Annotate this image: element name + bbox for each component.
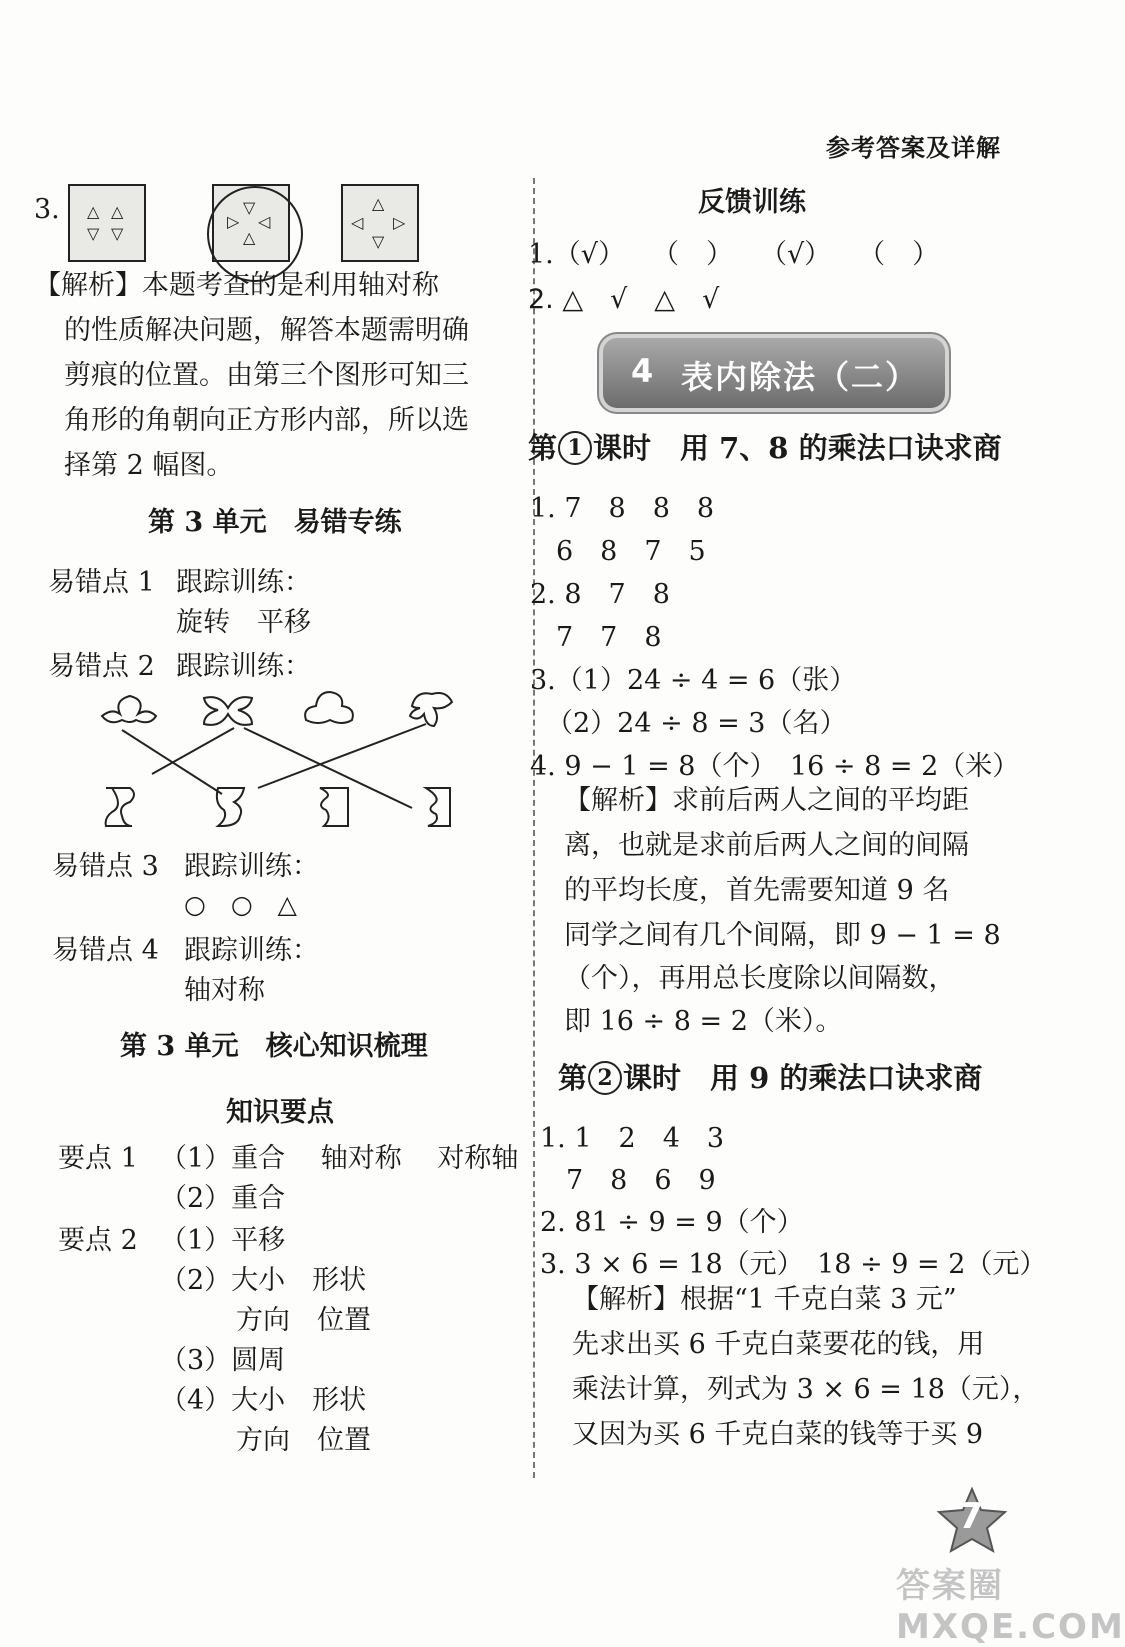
unit-4-banner (603, 338, 945, 408)
l2-analysis-line-2: 先求出买 6 千克白菜要花的钱，用 (572, 1329, 985, 1360)
point-2-label: 要点 2 (58, 1225, 138, 1256)
point-2-line-6: 方向 位置 (236, 1425, 371, 1456)
l2-q3: 3. 3 × 6 = 18（元） 18 ÷ 9 = 2（元） (540, 1249, 1047, 1280)
l1-analysis-line-3: 的平均长度，首先需要知道 9 名 (564, 875, 950, 906)
l1-q3-line-2: （2）24 ÷ 8 = 3（名） (546, 708, 847, 739)
triangle-down-icon: ▽ (87, 224, 100, 243)
section-title-unit3-errors: 第 3 单元 易错专练 (148, 507, 402, 538)
l2-q2: 2. 81 ÷ 9 = 9（个） (540, 1207, 804, 1238)
key-points-title: 知识要点 (226, 1097, 334, 1128)
s-shape-icon-3 (320, 788, 348, 826)
l2-analysis-line-4: 又因为买 6 千克白菜的钱等于买 9 (572, 1419, 984, 1450)
column-divider (533, 178, 535, 1478)
s-shapes-row (100, 784, 470, 834)
error-point-4-label: 易错点 4 (52, 935, 159, 966)
s-shape-icon-2 (217, 788, 244, 826)
point-2-line-4: （3）圆周 (160, 1345, 286, 1376)
point-2-line-3: 方向 位置 (236, 1305, 371, 1336)
q3-analysis-line-5: 择第 2 幅图。 (64, 450, 234, 481)
q3-analysis-line-1: 【解析】本题考查的是利用轴对称 (34, 270, 439, 301)
shape-icon-3 (305, 692, 353, 723)
error-point-4-text: 跟踪训练： (184, 935, 319, 966)
feedback-q1: 1.（√） （ ） （√） （ ） (528, 239, 940, 270)
feedback-title: 反馈训练 (698, 187, 806, 218)
error-point-3-text: 跟踪训练： (184, 851, 319, 882)
point-1-line-1: （1）重合 轴对称 对称轴 (160, 1143, 519, 1174)
l2-analysis-line-3: 乘法计算，列式为 3 × 6 = 18（元）， (572, 1374, 1040, 1405)
error-point-2-label: 易错点 2 (48, 651, 155, 682)
point-2-line-1: （1）平移 (160, 1225, 286, 1256)
triangle-left-icon: ◁ (351, 213, 364, 232)
triangle-up-icon: △ (372, 194, 385, 213)
l1-q4: 4. 9 − 1 = 8（个） 16 ÷ 8 = 2（米） (530, 751, 1020, 782)
question-3-label: 3. (34, 194, 60, 225)
point-1-line-2: （2）重合 (160, 1183, 286, 1214)
point-2-line-2: （2）大小 形状 (160, 1265, 367, 1296)
feedback-q2: 2. △ √ △ √ (528, 284, 720, 315)
point-1-label: 要点 1 (58, 1143, 138, 1174)
triangle-up-icon: △ (87, 202, 100, 221)
error-point-4-answer: 轴对称 (184, 975, 265, 1006)
banner-number: 4 (631, 352, 654, 390)
triangle-left-icon: ◁ (258, 212, 271, 231)
l1-analysis-line-5: （个），再用总长度除以间隔数， (564, 963, 956, 994)
l2-q1-line-1: 1. 1 2 4 3 (540, 1123, 725, 1154)
answer-circle-mark (207, 186, 303, 282)
l1-q1-line-2: 6 8 7 5 (556, 536, 706, 567)
figure-square-3 (341, 184, 419, 262)
lesson-1-name: 课时 用 7、8 的乘法口诀求商 (593, 431, 1002, 465)
shape-icon-2 (204, 697, 252, 725)
l1-analysis-line-1: 【解析】求前后两人之间的平均距 (564, 785, 969, 816)
triangle-right-icon: ▷ (227, 212, 240, 231)
l2-q1-line-2: 7 8 6 9 (566, 1165, 716, 1196)
l1-q2-line-1: 2. 8 7 8 (530, 579, 670, 610)
triangle-down-icon: ▽ (243, 198, 256, 217)
lesson-2-prefix: 第 (558, 1061, 588, 1095)
triangle-up-icon: △ (243, 228, 256, 247)
shape-icon-1 (102, 696, 156, 722)
l1-analysis-line-4: 同学之间有几个间隔，即 9 − 1 = 8 (564, 920, 1001, 951)
q3-analysis-line-3: 剪痕的位置。由第三个图形可知三 (64, 360, 469, 391)
lesson-2-name: 课时 用 9 的乘法口诀求商 (623, 1061, 983, 1095)
lesson-2-number: 2 (588, 1061, 622, 1095)
l1-analysis-line-2: 离，也就是求前后两人之间的间隔 (564, 830, 969, 861)
lesson-1-title (528, 426, 1002, 467)
lesson-1-prefix: 第 (528, 431, 558, 465)
page-number: 7 (958, 1496, 984, 1537)
q3-analysis-line-4: 角形的角朝向正方形内部，所以选 (64, 405, 469, 436)
banner-title: 表内除法（二） (681, 358, 920, 396)
error-point-2-text: 跟踪训练： (176, 651, 311, 682)
lesson-1-number: 1 (558, 431, 592, 465)
error-point-1-label: 易错点 1 (48, 567, 155, 598)
triangle-up-icon: △ (111, 202, 124, 221)
watermark: 答案圈 MXQE.COM (896, 1566, 1125, 1647)
point-2-line-5: （4）大小 形状 (160, 1385, 367, 1416)
triangle-down-icon: ▽ (372, 232, 385, 251)
error-point-3-label: 易错点 3 (52, 851, 159, 882)
section-title-unit3-core: 第 3 单元 核心知识梳理 (120, 1031, 428, 1062)
s-shape-icon-1 (106, 788, 134, 826)
l1-q3-line-1: 3.（1）24 ÷ 4 = 6（张） (530, 665, 857, 696)
triangle-right-icon: ▷ (393, 213, 406, 232)
error-point-1-text: 跟踪训练： (176, 567, 311, 598)
error-point-3-answer: ○ ○ △ (184, 890, 297, 919)
l1-analysis-line-6: 即 16 ÷ 8 = 2（米）。 (564, 1006, 843, 1037)
figure-square-1 (68, 184, 146, 262)
l1-q2-line-2: 7 7 8 (556, 622, 662, 653)
error-point-1-answer: 旋转 平移 (176, 607, 311, 638)
triangle-down-icon: ▽ (111, 224, 124, 243)
s-shape-icon-4 (426, 788, 450, 826)
l2-analysis-line-1: 【解析】根据“1 千克白菜 3 元” (572, 1284, 957, 1315)
lesson-2-title (558, 1056, 982, 1097)
page-header: 参考答案及详解 (826, 133, 1001, 162)
l1-q1-line-1: 1. 7 8 8 8 (530, 493, 715, 524)
q3-analysis-line-2: 的性质解决问题，解答本题需明确 (64, 315, 469, 346)
shape-icon-4 (410, 693, 452, 726)
